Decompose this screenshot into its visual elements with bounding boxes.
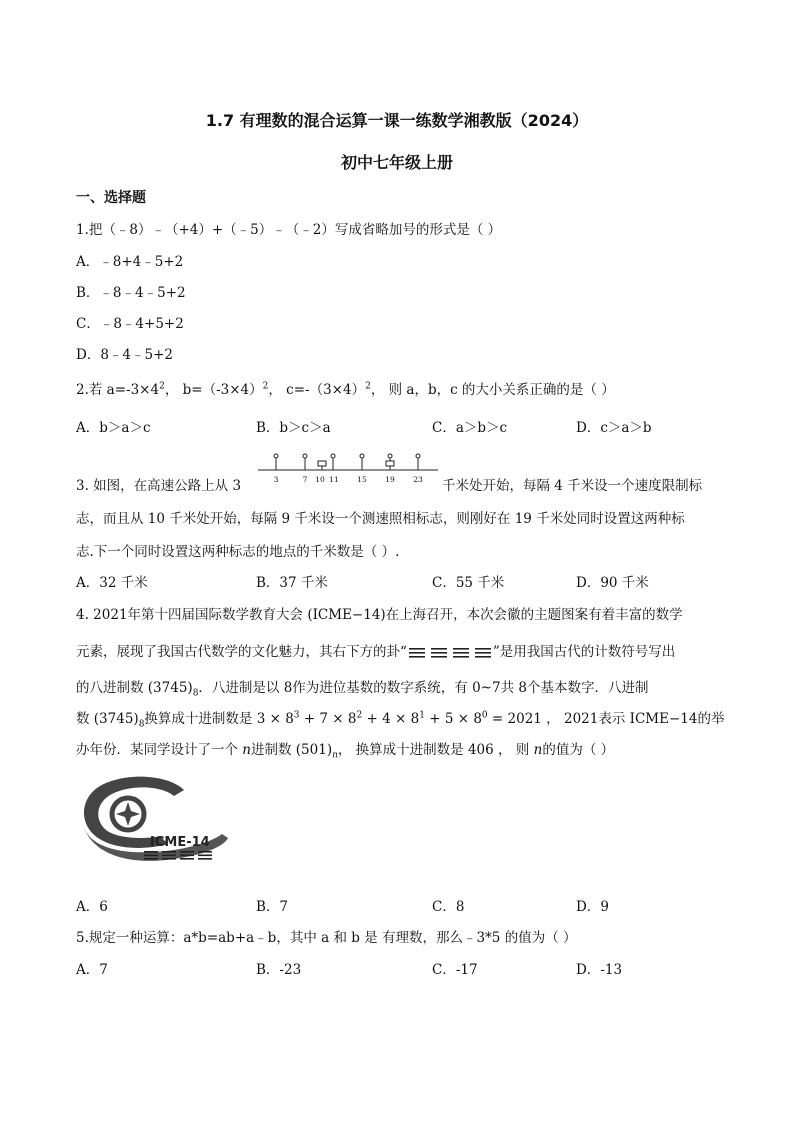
question-1-option-d: D．8﹣4﹣5+2 (76, 347, 173, 363)
question-4-option-d: D．9 (576, 899, 609, 915)
question-3-line-3: 志.下一个同时设置这两种标志的地点的千米数是（ ）. (76, 544, 400, 560)
question-3-option-c: C．55 千米 (432, 575, 505, 591)
tick-label: 19 (385, 475, 395, 484)
question-4-line-1: 4. 2021年第十四届国际数学教育大会 (ICME−14)在上海召开，本次会徽的主题图案有着丰富的数学 (76, 607, 683, 623)
question-4-option-c: C．8 (432, 899, 465, 915)
question-4-line-2: 元素，展现了我国古代数学的文化魅力，其右下方的卦“ ”是用我国古代的计数符号写出 (76, 644, 676, 660)
question-4-line-3: 的八进制数 $(3745)_8$．八进制是以 8作为进位基数的数字系统，有 0~7共 8个基本数字．八进制 (76, 680, 649, 699)
question-1-option-a: A．﹣8+4﹣5+2 (76, 254, 184, 270)
question-4-option-a: A．6 (76, 899, 108, 915)
question-1-option-b: B．﹣8﹣4﹣5+2 (76, 285, 186, 301)
question-2-option-c: C．a＞b＞c (432, 420, 508, 436)
question-2-option-b: B．b＞c＞a (256, 420, 331, 436)
question-2-option-d: D．c＞a＞b (576, 420, 652, 436)
trigram-symbol (407, 645, 493, 661)
highway-number-line-figure (258, 452, 440, 488)
question-3-line-2: 志，而且从 10 千米处开始，每隔 9 千米设一个测速照相标志，则刚好在 19 千米处同时设置这两种标 (76, 511, 685, 527)
question-3-tail: 千米处开始，每隔 4 千米设一个速度限制标 (442, 478, 703, 494)
exponent: 2 (262, 381, 269, 392)
document-title: 1.7 有理数的混合运算一课一练数学湘教版（2024） (205, 111, 589, 130)
tick-label: 15 (357, 475, 367, 484)
question-5-option-b: B．-23 (256, 962, 302, 978)
tick-label: 10 (315, 475, 325, 484)
exponent: 2 (159, 381, 165, 392)
question-5-option-d: D．-13 (576, 962, 623, 978)
icme-14-logo (76, 768, 236, 868)
tick-label: 3 (273, 475, 279, 484)
question-4-line-5: 办年份．某同学设计了一个 n进制数 $(501)_n$， 换算成十进制数是 406 ， 则 n的值为（ ） (76, 742, 615, 761)
question-1-option-c: C．﹣8﹣4+5+2 (76, 316, 184, 332)
question-2-option-a: A．b＞a＞c (76, 420, 151, 436)
question-3-option-a: A．32 千米 (76, 575, 148, 591)
question-5-option-c: C．-17 (432, 962, 478, 978)
question-5-option-a: A．7 (76, 962, 108, 978)
question-4-line-4: 数 $(3745)_8$换算成十进制数是 $3 \times 8^3 + 7 \times 8^2 + 4 \times 8^1 + 5 \times 8^0 = 2021$ ， 2021表示 ICME−14的举 (76, 710, 725, 730)
logo-text: ICME-14 (150, 835, 210, 850)
tick-label: 23 (413, 475, 423, 484)
section-heading: 一、选择题 (76, 190, 146, 206)
question-2-stem: 2.若 $a=-3\times 4^2$， $b=(-3\times 4)^2$， $c=-(3\times 4)^2$， 则 a，b，c 的大小关系正确的是（ ） (76, 381, 615, 398)
document-subtitle: 初中七年级上册 (340, 153, 453, 172)
question-3-option-d: D．90 千米 (576, 575, 649, 591)
question-1-stem: 1.把（﹣8）﹣（+4）+（﹣5）﹣（﹣2）写成省略加号的形式是（ ） (76, 222, 502, 238)
question-3-option-b: B．37 千米 (256, 575, 328, 591)
question-5-stem: 5.规定一种运算：a*b=ab+a﹣b，其中 a 和 b 是 有理数，那么﹣3*5 的值为（ ） (76, 930, 577, 946)
tick-label: 7 (302, 475, 308, 484)
exponent: 2 (365, 381, 371, 392)
tick-label: 11 (329, 475, 339, 484)
question-3-lead: 3. 如图，在高速公路上从 3 (76, 478, 242, 494)
question-4-option-b: B．7 (256, 899, 289, 915)
